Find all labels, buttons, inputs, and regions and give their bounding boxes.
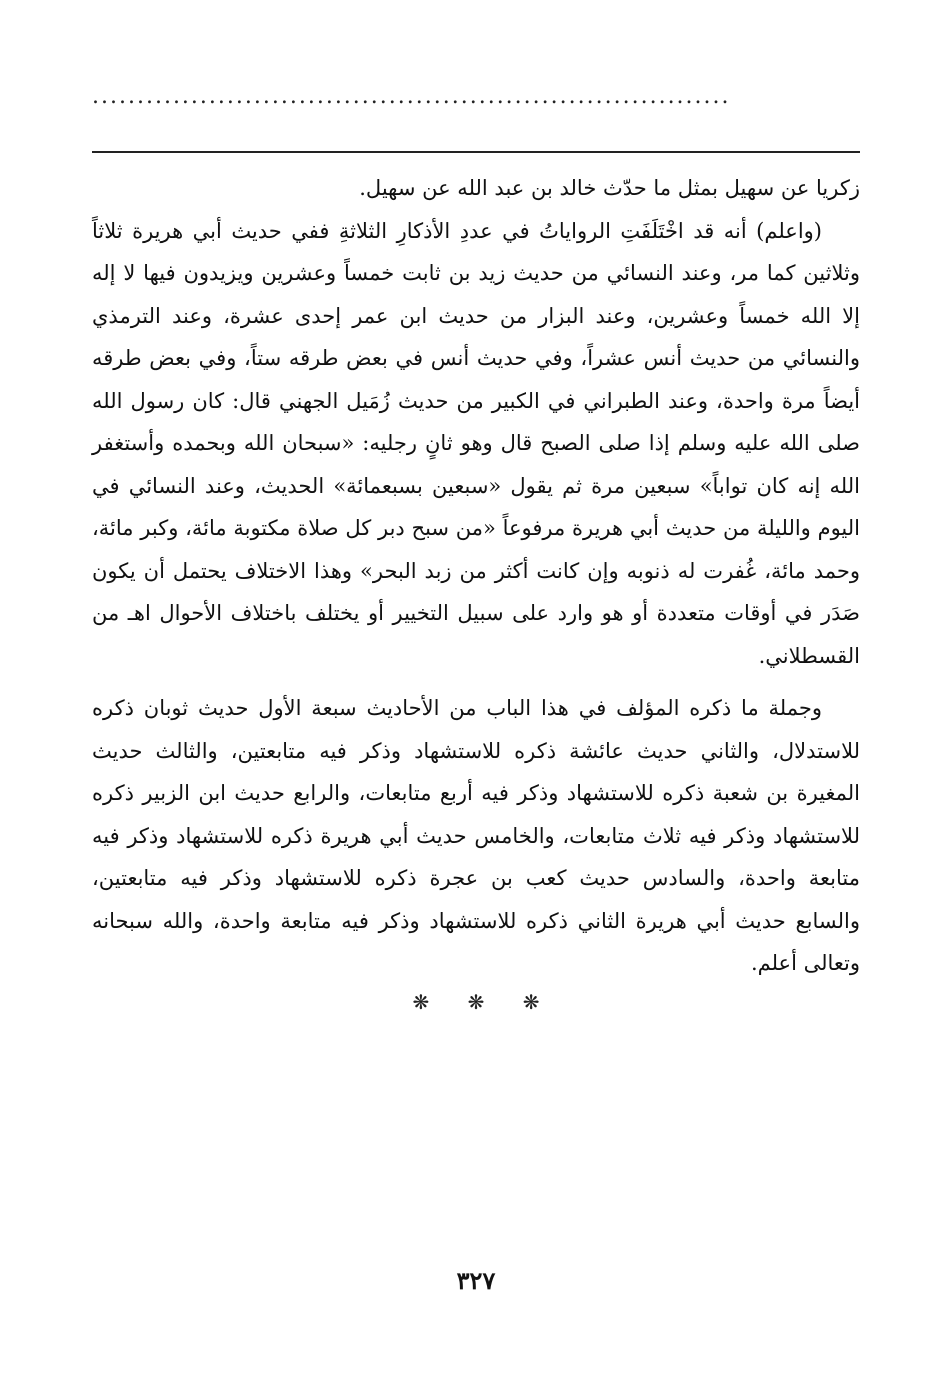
asterisk-icon: ❋: [412, 990, 430, 1014]
paragraph-continuation: زكريا عن سهيل بمثل ما حدّث خالد بن عبد الله عن سهيل.: [359, 176, 860, 200]
paragraph-variations: (واعلم) أنه قد اخْتَلَفَتِ الرواياتُ في عددِ الأذكارِ الثلاثةِ ففي حديث أبي هريرة ثلاثاً وثلاثين كما مر، وعند النسائي من حديث زيد بن ثابت خمساً وعشرين ويزيدون فيها لا إله إلا الله خمساً وعشرين، وعند البزار من حديث ابن عمر إحدى عشرة، وعند الترمذي والنسائي من حديث أنس عشراً، وفي حديث أنس في بعض طرقه ستاً، وفي بعض طرقه أيضاً مرة واحدة، وعند الطبراني في الكبير من حديث زُمَيل الجهني قال: كان رسول الله صلى الله عليه وسلم إذا صلى الصبح قال وهو ثانٍ رجليه: «سبحان الله وبحمده وأستغفر الله إنه كان تواباً» سبعين مرة ثم يقول «سبعين بسبعمائة» الحديث، وعند النسائي في اليوم والليلة من حديث أبي هريرة مرفوعاً «من سبح دبر كل صلاة مكتوبة مائة، وكبر مائة، وحمد مائة، غُفرت له ذنوبه وإن كانت أكثر من زبد البحر» وهذا الاختلاف يحتمل أن يكون صَدَر في أوقات متعددة أو هو وارد على سبيل التخيير أو يختلف باختلاف الأحوال اهـ من القسطلاني.: [92, 218, 860, 668]
body-text: [92, 167, 860, 985]
page-number: ٣٢٧: [456, 1266, 496, 1295]
asterisk-icon: ❋: [522, 990, 540, 1014]
section-separator: [0, 990, 952, 1014]
header-dotted-line: .......................................................................: [92, 84, 731, 109]
asterisk-icon: ❋: [467, 990, 485, 1014]
header-rule: [92, 151, 860, 153]
paragraph-summary: وجملة ما ذكره المؤلف في هذا الباب من الأحاديث سبعة الأول حديث ثوبان ذكره للاستدلال، والثاني حديث عائشة ذكره للاستشهاد وذكر فيه متابعتين، والثالث حديث المغيرة بن شعبة ذكره للاستشهاد وذكر فيه أربع متابعات، والرابع حديث ابن الزبير ذكره للاستشهاد وذكر فيه ثلاث متابعات، والخامس حديث أبي هريرة ذكره للاستشهاد وذكر فيه متابعة واحدة، والسادس حديث كعب بن عجرة ذكره للاستشهاد وذكر فيه متابعتين، والسابع حديث أبي هريرة الثاني ذكره للاستشهاد وذكر فيه متابعة واحدة، والله سبحانه وتعالى أعلم.: [92, 696, 860, 975]
